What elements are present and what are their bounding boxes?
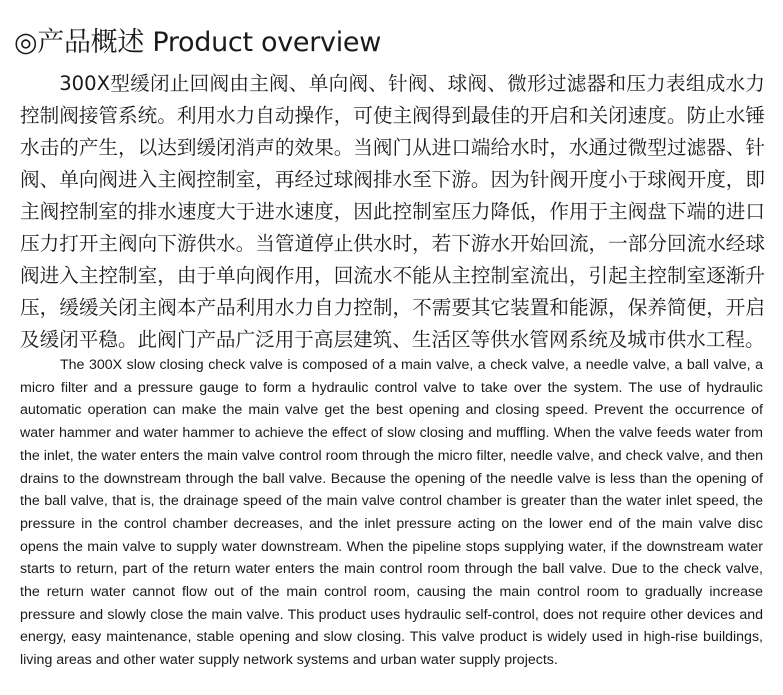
section-title: ◎产品概述 Product overview xyxy=(14,27,382,58)
english-description-paragraph: The 300X slow closing check valve is composed of a main valve, a check valve, a needle valve, a ball valve, a micro filter and a pressure gauge to form a hydraulic control valve to take over the system. The use of hydraulic automatic operation can make the main valve get the best opening and closing speed. Prevent the occurrence of water hammer and water hammer to achieve the effect of slow closing and muffling. When the valve feeds water from the inlet, the water enters the main valve control room through the micro filter, needle valve, and check valve, and then drains to the downstream through the ball valve. Because the opening of the needle valve is less than the opening of the ball valve, that is, the drainage speed of the main valve control chamber is greater than the water inlet speed, the pressure in the control chamber decreases, and the inlet pressure acting on the lower end of the main valve disc opens the main valve to supply water downstream. When the pipeline stops supplying water, if the downstream water starts to return, part of the return water enters the main control room through the ball valve. Due to the check valve, the return water cannot flow out of the main control room, causing the main control room to gradually increase pressure and slowly close the main valve. This product uses hydraulic self-control, does not require other devices and energy, easy maintenance, stable opening and slow closing. This valve product is widely used in high-rise buildings, living areas and other water supply network systems and urban water supply projects. xyxy=(20,357,763,669)
chinese-description-paragraph: 300X型缓闭止回阀由主阀、单向阀、针阀、球阀、微形过滤器和压力表组成水力控制阀接管系统。利用水力自动操作，可使主阀得到最佳的开启和关闭速度。防止水锤水击的产生，以达到缓闭消声的效果。当阀门从进口端给水时，水通过微型过滤器、针阀、单向阀进入主阀控制室，再经过球阀排水至下游。因为针阀开度小于球阀开度，即主阀控制室的排水速度大于进水速度，因此控制室压力降低，作用于主阀盘下端的进口压力打开主阀向下游供水。当管道停止供水时，若下游水开始回流，一部分回流水经球阀进入主控制室，由于单向阀作用，回流水不能从主控制室流出，引起主控制室逐渐升压，缓缓关闭主阀本产品利用水力自力控制，不需要其它装置和能源，保养简便，开启及缓闭平稳。此阀门产品广泛用于高层建筑、生活区等供水管网系统及城市供水工程。 xyxy=(20,72,765,351)
